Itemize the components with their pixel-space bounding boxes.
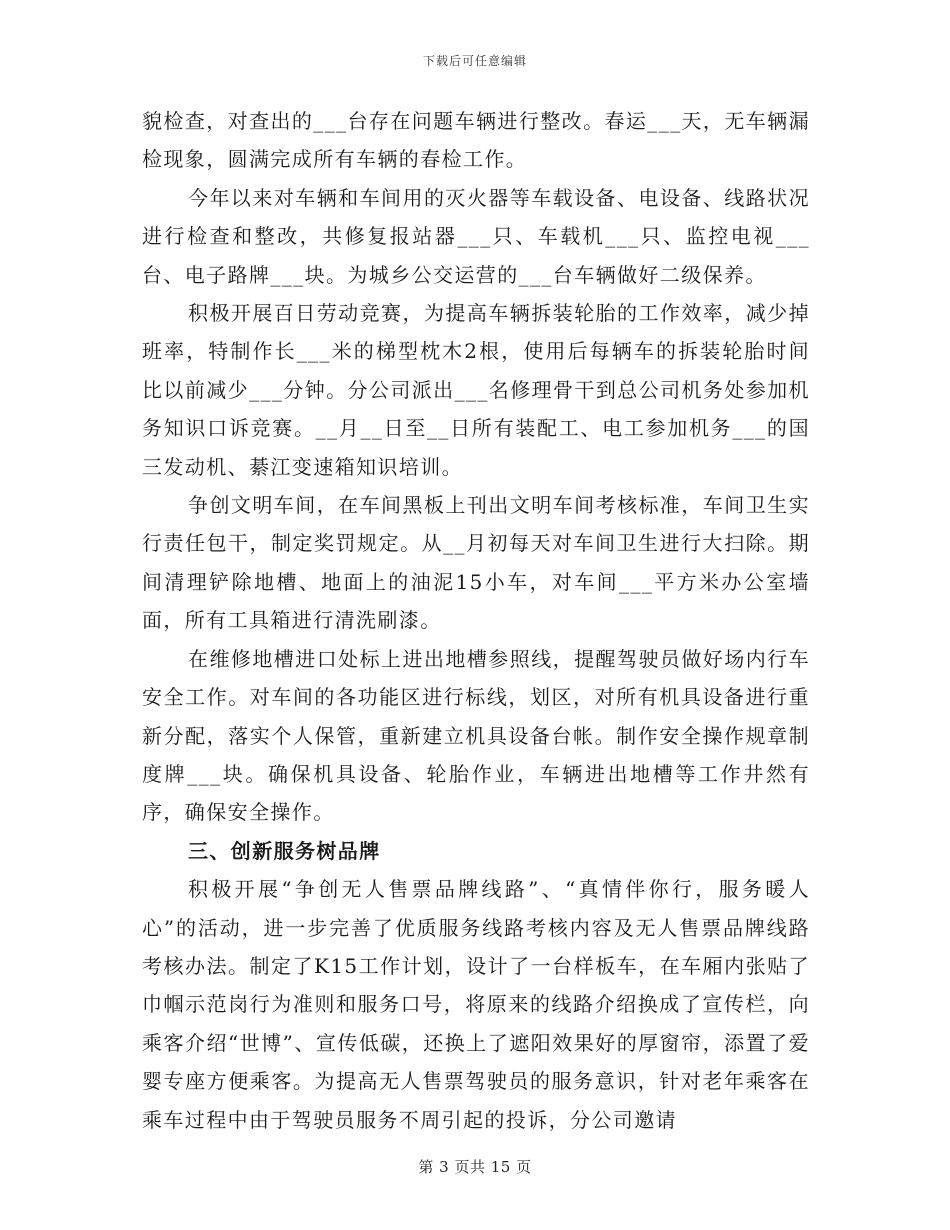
- document-body: [142, 102, 810, 1139]
- section-heading: 三、创新服务树品牌: [188, 838, 381, 863]
- page-number-footer: 第 3 页共 15 页: [418, 1158, 532, 1176]
- paragraph-labor-competition: 积极开展百日劳动竞赛，为提高车辆拆装轮胎的工作效率，减少掉班率，特制作长___米的梯型枕木2根，使用后每辆车的拆装轮胎时间比以前减少___分钟。分公司派出___名修理骨干到总公司机务处参加机务知识口诉竞赛。__月__日至__日所有装配工、电工参加机务___的国三发动机、綦江变速箱知识培训。: [142, 301, 810, 479]
- paragraph-civilized-workshop: 争创文明车间，在车间黑板上刊出文明车间考核标准，车间卫生实行责任包干，制定奖罚规定。从__月初每天对车间卫生进行大扫除。期间清理铲除地槽、地面上的油泥15小车，对车间___平方米办公室墙面，所有工具箱进行清洗刷漆。: [142, 493, 810, 633]
- page-header: 下载后可任意编辑: [422, 54, 527, 68]
- paragraph-continuation: 貌检查，对查出的___台存在问题车辆进行整改。春运___天，无车辆漏检现象，圆满完成所有车辆的春检工作。: [142, 109, 810, 172]
- paragraph-safety-operation: 在维修地槽进口处标上进出地槽参照线，提醒驾驶员做好场内行车安全工作。对车间的各功能区进行标线，划区，对所有机具设备进行重新分配，落实个人保管，重新建立机具设备台帐。制作安全操作规章制度牌___块。确保机具设备、轮胎作业，车辆进出地槽等工作井然有序，确保安全操作。: [142, 646, 810, 825]
- paragraph-equipment-repair: 今年以来对车辆和车间用的灭火器等车载设备、电设备、线路状况进行检查和整改，共修复报站器___只、车载机___只、监控电视___台、电子路牌___块。为城乡公交运营的___台车辆做好二级保养。: [142, 185, 810, 287]
- paragraph-service-brand: 积极开展“争创无人售票品牌线路”、“真情伴你行，服务暖人心”的活动，进一步完善了优质服务线路考核内容及无人售票品牌线路考核办法。制定了K15工作计划，设计了一台样板车，在车厢内张贴了巾帼示范岗行为准则和服务口号，将原来的线路介绍换成了宣传栏，向乘客介绍“世博”、宣传低碳，还换上了遮阳效果好的厚窗帘，添置了爱婴专座方便乘客。为提高无人售票驾驶员的服务意识，针对老年乘客在乘车过程中由于驾驶员服务不周引起的投诉，分公司邀请: [142, 877, 810, 1132]
